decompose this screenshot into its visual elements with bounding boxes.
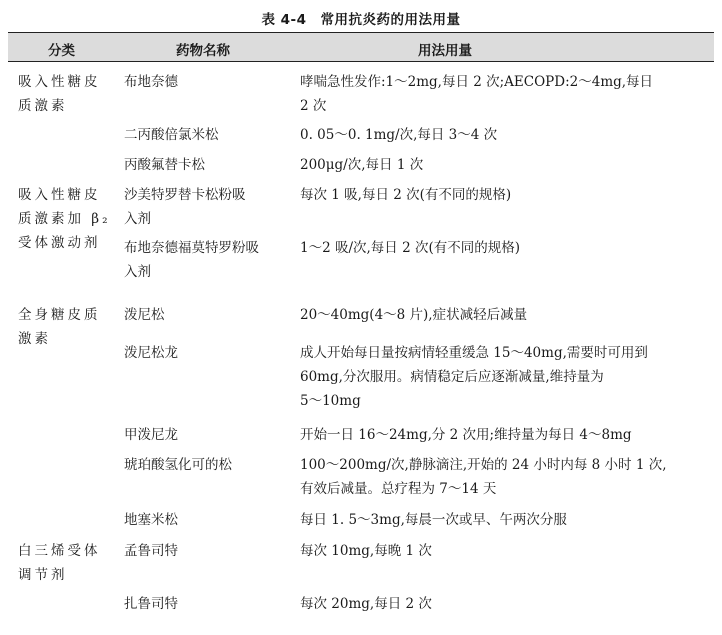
usage-text: 开始一日 16～24mg,分 2 次用;维持量为每日 4～8mg <box>300 427 632 443</box>
header-rule <box>8 61 714 62</box>
usage-text: 哮喘急性发作:1～2mg,每日 2 次;AECOPD:2～4mg,每日 2 次 <box>300 74 654 114</box>
drug-name: 布地奈德福莫特罗粉吸 入剂 <box>124 240 259 280</box>
category-cell: 吸入性糖皮 质激素加 β₂ 受体激动剂 <box>18 187 111 251</box>
category-cell: 全身糖皮质 激素 <box>18 307 101 347</box>
header-usage: 用法用量 <box>418 43 472 59</box>
usage-text: 0. 05～0. 1mg/次,每日 3～4 次 <box>300 127 498 143</box>
usage-text: 每日 1. 5～3mg,每晨一次或早、午两次分服 <box>300 512 567 528</box>
table-caption <box>0 8 722 28</box>
table-title: 常用抗炎药的用法用量 <box>320 12 461 28</box>
usage-text: 1～2 吸/次,每日 2 次(有不同的规格) <box>300 240 521 256</box>
table-number: 表 4-4 <box>261 12 307 28</box>
drug-name: 丙酸氟替卡松 <box>124 157 205 173</box>
usage-text: 每次 10mg,每晚 1 次 <box>300 543 432 559</box>
table-header <box>8 33 714 61</box>
drug-name: 沙美特罗替卡松粉吸 入剂 <box>124 187 246 227</box>
drug-name: 泼尼松 <box>124 307 165 323</box>
drug-name: 孟鲁司特 <box>124 543 178 559</box>
drug-name: 二丙酸倍氯米松 <box>124 127 219 143</box>
drug-name: 布地奈德 <box>124 74 178 90</box>
drug-name: 琥珀酸氢化可的松 <box>124 457 232 473</box>
drug-name: 甲泼尼龙 <box>124 427 178 443</box>
header-category: 分类 <box>48 43 75 59</box>
drug-name: 扎鲁司特 <box>124 596 178 612</box>
header-drug: 药物名称 <box>176 43 230 59</box>
usage-text: 20～40mg(4～8 片),症状减轻后减量 <box>300 307 528 323</box>
usage-text: 200μg/次,每日 1 次 <box>300 157 424 173</box>
usage-text: 每次 20mg,每日 2 次 <box>300 596 432 612</box>
category-cell: 白三烯受体 调节剂 <box>18 543 101 583</box>
category-cell: 吸入性糖皮 质激素 <box>18 74 101 114</box>
usage-text: 100～200mg/次,静脉滴注,开始的 24 小时内每 8 小时 1 次, 有效后减量。总疗程为 7～14 天 <box>300 457 667 497</box>
usage-text: 成人开始每日量按病情轻重缓急 15～40mg,需要时可用到 60mg,分次服用。病情稳定后应逐渐减量,维持量为 5～10mg <box>300 345 648 409</box>
drug-name: 泼尼松龙 <box>124 345 178 361</box>
drug-name: 地塞米松 <box>124 512 178 528</box>
usage-text: 每次 1 吸,每日 2 次(有不同的规格) <box>300 187 512 203</box>
